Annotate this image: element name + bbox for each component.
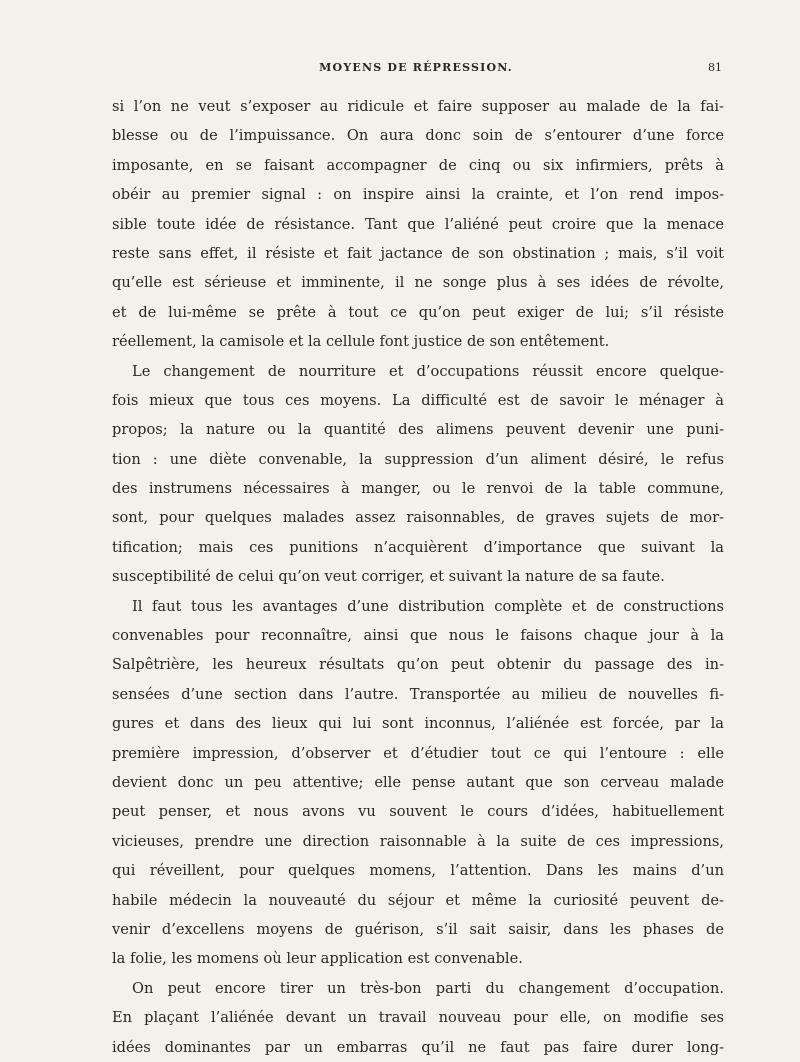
text-line: reste sans effet, il résiste et fait jactance de son obstination ; mais, s’il voit bbox=[112, 244, 724, 262]
text-line: gures et dans des lieux qui lui sont inconnus, l’aliénée est forcée, par la bbox=[112, 715, 724, 733]
running-head bbox=[110, 61, 722, 83]
text-line: qui réveillent, pour quelques momens, l’attention. Dans les mains d’un bbox=[112, 862, 724, 880]
body-text bbox=[112, 92, 724, 1062]
text-line: devient donc un peu attentive; elle pense autant que son cerveau malade bbox=[112, 773, 724, 791]
text-line: sible toute idée de résistance. Tant que l’aliéné peut croire que la menace bbox=[112, 215, 724, 233]
text-line: la folie, les momens où leur application est convenable. bbox=[112, 950, 523, 968]
text-line: tification; mais ces punitions n’acquièrent d’importance que suivant la bbox=[112, 538, 724, 556]
text-line: sont, pour quelques malades assez raisonnables, de graves sujets de mor- bbox=[112, 509, 724, 527]
text-line: venir d’excellens moyens de guérison, s’il sait saisir, dans les phases de bbox=[112, 920, 724, 938]
page-number: 81 bbox=[708, 61, 722, 74]
text-line: En plaçant l’aliénée devant un travail nouveau pour elle, on modifie ses bbox=[112, 1009, 724, 1027]
text-line: première impression, d’observer et d’étudier tout ce qui l’entoure : elle bbox=[112, 744, 724, 762]
text-line: sensées d’une section dans l’autre. Transportée au milieu de nouvelles fi- bbox=[112, 685, 724, 703]
text-line: Il faut tous les avantages d’une distribution complète et de constructions bbox=[132, 597, 724, 615]
text-line: blesse ou de l’impuissance. On aura donc soin de s’entourer d’une force bbox=[112, 127, 724, 145]
text-line: convenables pour reconnaître, ainsi que nous le faisons chaque jour à la bbox=[112, 627, 724, 645]
text-line: des instrumens nécessaires à manger, ou le renvoi de la table commune, bbox=[112, 480, 724, 498]
text-line: vicieuses, prendre une direction raisonnable à la suite de ces impressions, bbox=[112, 832, 724, 850]
text-line: On peut encore tirer un très-bon parti du changement d’occupation. bbox=[132, 979, 724, 997]
text-line: Salpêtrière, les heureux résultats qu’on peut obtenir du passage des in- bbox=[112, 656, 724, 674]
text-line: tion : une diète convenable, la suppression d’un aliment désiré, le refus bbox=[112, 450, 724, 468]
text-line: habile médecin la nouveauté du séjour et même la curiosité peuvent de- bbox=[112, 891, 724, 909]
text-line: si l’on ne veut s’exposer au ridicule et faire supposer au malade de la fai- bbox=[112, 98, 724, 115]
text-line: réellement, la camisole et la cellule font justice de son entêtement. bbox=[112, 333, 610, 351]
text-line: peut penser, et nous avons vu souvent le cours d’idées, habituellement bbox=[112, 803, 724, 821]
text-line: Le changement de nourriture et d’occupations réussit encore quelque- bbox=[132, 362, 724, 380]
text-line: qu’elle est sérieuse et imminente, il ne songe plus à ses idées de révolte, bbox=[112, 274, 724, 292]
text-line: idées dominantes par un embarras qu’il ne faut pas faire durer long- bbox=[112, 1038, 724, 1056]
text-line: susceptibilité de celui qu’on veut corriger, et suivant la nature de sa faute. bbox=[112, 568, 665, 586]
text-line: obéir au premier signal : on inspire ainsi la crainte, et l’on rend impos- bbox=[112, 186, 724, 204]
text-line: et de lui-même se prête à tout ce qu’on peut exiger de lui; s’il résiste bbox=[112, 303, 724, 321]
text-line: imposante, en se faisant accompagner de cinq ou six infirmiers, prêts à bbox=[112, 156, 724, 174]
running-title: MOYENS DE RÉPRESSION. bbox=[319, 61, 513, 74]
text-line: propos; la nature ou la quantité des alimens peuvent devenir une puni- bbox=[112, 421, 724, 439]
text-line: fois mieux que tous ces moyens. La difficulté est de savoir le ménager à bbox=[112, 391, 724, 409]
